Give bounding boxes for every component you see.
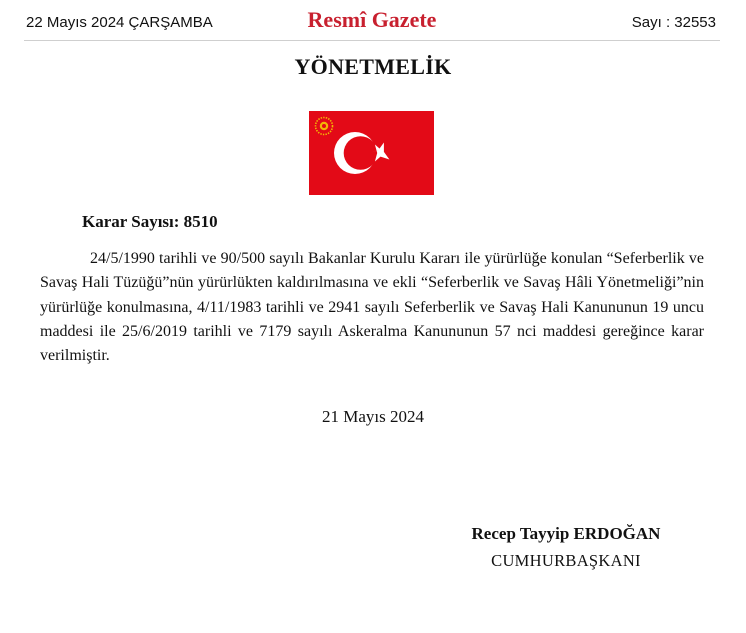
flag-crescent-inner bbox=[344, 136, 378, 170]
signature-date: 21 Mayıs 2024 bbox=[322, 407, 424, 426]
signatory-name: Recep Tayyip ERDOĞAN bbox=[471, 524, 661, 543]
issue-number: Sayı : 32553 bbox=[631, 14, 716, 31]
decision-number: Karar Sayısı: 8510 bbox=[82, 212, 218, 231]
decision-body-text: 24/5/1990 tarihli ve 90/500 sayılı Bakanlar Kurulu Kararı ile yürürlüğe konulan “Seferberlik ve Savaş Hali Tüzüğü”nün yürürlükten kaldırılmasına ve ekli “Seferberlik ve Savaş Hâli Yönetmeliği”nin yürürlüğe konulmasına, 4/11/1983 tarihli ve 2941 sayılı Seferberlik ve Savaş Hali Kanununun 19 uncu maddesi ile 25/6/2019 tarihli ve 7179 sayılı Askeralma Kanununun 57 nci maddesi gereğince karar verilmiştir. bbox=[40, 250, 704, 365]
signatory-title: CUMHURBAŞKANI bbox=[491, 551, 641, 570]
signatory-block bbox=[446, 524, 686, 571]
gazette-header bbox=[24, 6, 720, 41]
section-title: YÖNETMELİK bbox=[294, 54, 452, 79]
turkish-flag-icon bbox=[309, 111, 434, 195]
header-date: 22 Mayıs 2024 ÇARŞAMBA bbox=[26, 14, 213, 31]
gazette-brand: Resmî Gazete bbox=[307, 7, 437, 32]
